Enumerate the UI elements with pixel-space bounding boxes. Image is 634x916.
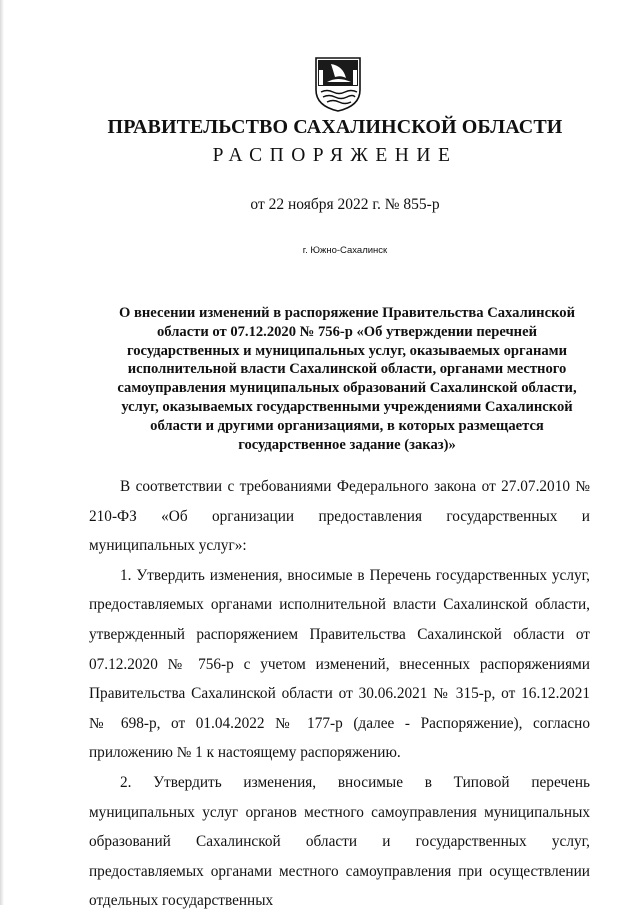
document-subject: О внесении изменений в распоряжение Правительства Сахалинской области от 07.12.2020 № 756-р «Об утверждении перечней государственных и муниципальных услуг, оказываемых органами исполнительной власти Сахалинской области, органами местного самоуправления муниципальных образований Сахалинской области, услуг, оказываемых государственными учреждениями Сахалинской области и другими организациями, в которых размещается государственное задание (заказ)» [117, 305, 577, 453]
coat-of-arms-icon [313, 56, 363, 112]
document-date-number: от 22 ноября 2022 г. № 855-р [250, 196, 440, 213]
government-title: ПРАВИТЕЛЬСТВО САХАЛИНСКОЙ ОБЛАСТИ [107, 116, 563, 138]
body-preamble: В соответствии с требованиями Федерального закона от 27.07.2010 № 210-ФЗ «Об организации предоставления государственных и муниципальных услуг»: [89, 478, 590, 555]
body-item-1: 1. Утвердить изменения, вносимые в Перечень государственных услуг, предоставляемых органами исполнительной власти Сахалинской области, утвержденный распоряжением Правительства Сахалинской области от 07.12.2020 № 756-р с учетом изменений, внесенных распоряжениями Правительства Сахалинской области от 30.06.2021 № 315-р, от 16.12.2021 № 698-р, от 01.04.2022 № 177-р (далее - Распоряжение), согласно приложению № 1 к настоящему распоряжению. [89, 566, 590, 762]
document-city: г. Южно-Сахалинск [302, 245, 388, 256]
document-type: РАСПОРЯЖЕНИЕ [212, 145, 458, 166]
body-item-2: 2. Утвердить изменения, вносимые в Типовой перечень муниципальных услуг органов местного самоуправления муниципальных образований Сахалинской области и государственных услуг, предоставляемых органами местного самоуправления при осуществлении отдельных государственных [89, 773, 590, 910]
document-body [89, 472, 590, 916]
